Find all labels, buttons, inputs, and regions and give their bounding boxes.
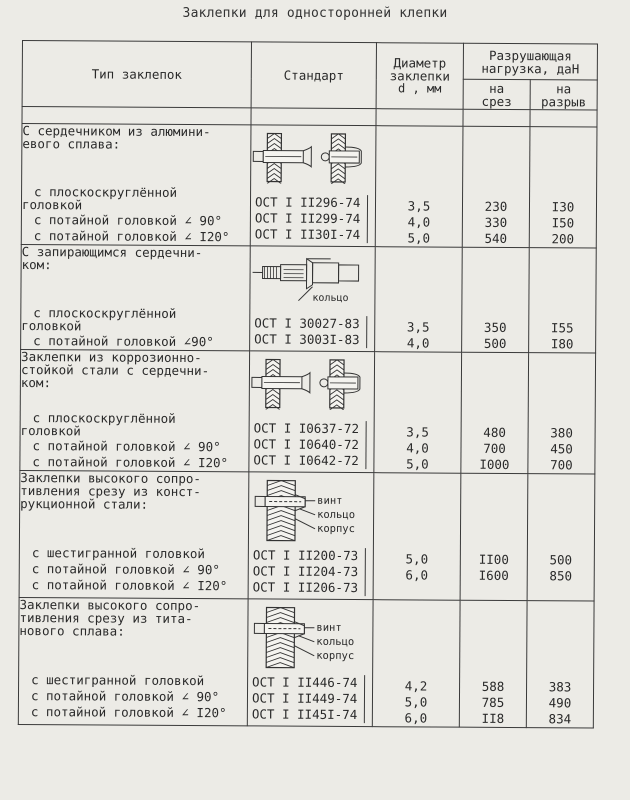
standard-code: ОСТ I 30027-83 (254, 315, 360, 332)
rivet-type-label: с потайной головкой ∠ 90° (30, 688, 220, 705)
tension-value: 450 (550, 441, 573, 457)
rivet-type-continuation: головкой (21, 318, 82, 334)
standard-code: ОСТ I II204-73 (252, 563, 359, 580)
tension-value (528, 584, 594, 600)
tension-value: I50 (551, 215, 575, 231)
shear-value: 350 (483, 319, 507, 335)
diameter-value (374, 583, 460, 600)
section-tension-cell (528, 353, 596, 474)
tension-value: 850 (549, 568, 573, 584)
shear-value: II8 (481, 710, 505, 726)
standard-code: ОСТ I II206-73 (252, 579, 359, 596)
svg-text:корпус: корпус (316, 522, 355, 536)
shear-value: 540 (484, 230, 508, 246)
section-diameter-cell (375, 126, 463, 248)
section-row (21, 244, 597, 353)
section-type-cell (18, 597, 248, 725)
shear-value: 330 (484, 214, 508, 230)
shear-value: 230 (484, 198, 508, 214)
diameter-value: 3,5 (406, 319, 430, 335)
diameter-value: 4,2 (404, 678, 428, 694)
standard-code: ОСТ I I0642-72 (253, 452, 359, 469)
rivet-type-label: с потайной головкой ∠ 90° (31, 561, 220, 578)
svg-text:кольцо: кольцо (316, 635, 355, 649)
section-diameter-cell (374, 352, 462, 474)
section-type-cell (21, 124, 251, 246)
section-diameter-cell (372, 600, 460, 728)
standard-code: ОСТ I II30I-74 (254, 226, 361, 243)
rivet-type-label: с шестигранной головкой (31, 672, 205, 689)
tension-value: 383 (548, 679, 572, 695)
tension-value: I55 (550, 320, 574, 336)
rivet-type-label: с потайной головкой ∠ I20° (31, 577, 228, 594)
standard-list (249, 547, 366, 596)
svg-text:корпус: корпус (316, 649, 355, 663)
section-shear-cell (459, 600, 527, 727)
header-standard: Стандарт (251, 42, 376, 109)
section-row (19, 470, 595, 601)
standard-code: ОСТ I II446-74 (252, 674, 358, 691)
tension-value: 200 (551, 231, 575, 247)
section-heading: Заклепки высокого сопро- тивления срезу из конст- рукционной стали: (20, 469, 201, 512)
standard-list (251, 194, 368, 243)
rivet-type-label: с потайной головкой ∠90° (33, 333, 214, 350)
section-heading: С запирающимся сердечни- ком: (21, 244, 203, 273)
diameter-value: 6,0 (405, 567, 429, 583)
standard-code: ОСТ I I0637-72 (253, 420, 360, 437)
header-tension: на разрыв (530, 80, 597, 110)
rivet-type-label: с потайной головкой ∠ I20° (32, 454, 229, 471)
section-standard-cell (247, 599, 373, 727)
section-standard-cell (249, 351, 375, 473)
rivet-stainless-core-icon (250, 357, 374, 413)
section-diameter-cell (373, 473, 461, 601)
standard-code: ОСТ I 3003I-83 (254, 331, 360, 348)
standard-code: ОСТ I II299-74 (254, 210, 361, 227)
page-title: Заклепки для односторонней клепки (182, 6, 448, 21)
diameter-value: 4,0 (407, 214, 431, 230)
rivet-high-shear-titanium-icon (248, 605, 372, 675)
section-tension-cell (526, 601, 594, 728)
standard-code: ОСТ I II200-73 (252, 547, 359, 564)
diameter-value: 3,5 (407, 198, 431, 214)
standard-code: ОСТ I II45I-74 (251, 706, 358, 723)
shear-value: I000 (479, 456, 510, 472)
shear-value: II00 (478, 551, 509, 567)
shear-value (461, 584, 527, 600)
rivet-type-continuation: головкой (20, 422, 81, 439)
section-heading: Заклепки высокого сопро- тивления срезу из тита- нового сплава: (19, 596, 201, 639)
diameter-value: 5,0 (406, 456, 429, 472)
shear-value: 785 (481, 694, 505, 710)
rivet-locking-core-icon (250, 252, 374, 308)
tension-value: 700 (550, 457, 573, 473)
diameter-value: 5,0 (405, 551, 429, 567)
section-heading: Заклепки из коррозионно- стойкой стали с сердечни- ком: (20, 349, 210, 391)
rivet-table (18, 40, 598, 729)
standard-code: ОСТ I II449-74 (251, 690, 358, 707)
tension-value: 834 (548, 711, 572, 727)
section-row (21, 124, 597, 249)
section-heading: С сердечником из алюмини- евого сплава: (22, 123, 211, 152)
svg-text:кольцо: кольцо (312, 292, 349, 304)
section-standard-cell (250, 246, 376, 352)
tension-value: 490 (548, 695, 572, 711)
section-row (20, 349, 596, 474)
diameter-value: 4,0 (406, 440, 429, 456)
rivet-type-label: с потайной головкой ∠ 90° (32, 438, 221, 455)
rivet-type-label: с потайной головкой ∠ 90° (33, 212, 223, 229)
diameter-value: 5,0 (407, 230, 431, 246)
section-tension-cell (529, 127, 597, 248)
section-tension-cell (527, 474, 595, 601)
section-type-cell (21, 244, 251, 350)
shear-value: 500 (483, 335, 507, 351)
svg-text:винт: винт (317, 494, 343, 507)
rivet-type-label: с потайной головкой ∠ I20° (30, 704, 227, 721)
section-shear-cell (462, 247, 530, 352)
diameter-value: 6,0 (404, 710, 428, 726)
rivet-type-label: с плоскоскруглённой (32, 410, 176, 426)
tension-value: 500 (549, 552, 573, 568)
header-diameter: Диаметр заклепки d , мм (376, 43, 463, 110)
rivet-type-label: с плоскоскруглённой (34, 184, 178, 200)
rivet-high-shear-steel-icon (249, 478, 373, 548)
shear-value: I600 (478, 567, 509, 583)
shear-value: 588 (481, 678, 505, 694)
rivet-type-label: с плоскоскруглённой (33, 305, 177, 321)
header-load: Разрушающая нагрузка, даН (463, 43, 597, 80)
section-shear-cell (461, 352, 529, 473)
diameter-value: 4,0 (406, 335, 430, 351)
diameter-value: 3,5 (406, 424, 429, 440)
rivet-aluminium-core-icon (251, 131, 375, 187)
section-type-cell (19, 470, 249, 598)
svg-text:винт: винт (316, 621, 342, 634)
tension-value: I80 (550, 336, 574, 352)
rivet-type-label: с шестигранной головкой (31, 545, 206, 562)
section-standard-cell (250, 125, 376, 247)
section-tension-cell (529, 248, 597, 353)
standard-list (249, 420, 366, 469)
rivet-type-label: с потайной головкой ∠ I20° (33, 228, 230, 245)
section-standard-cell (248, 472, 374, 600)
shear-value: 480 (483, 424, 506, 440)
tension-value: I30 (551, 199, 575, 215)
rivet-type-continuation: головкой (21, 197, 83, 213)
standard-code: ОСТ I I0640-72 (253, 436, 359, 453)
standard-code: ОСТ I II296-74 (254, 194, 361, 211)
section-type-cell (20, 349, 250, 471)
diameter-value: 5,0 (404, 694, 428, 710)
section-shear-cell (462, 126, 530, 247)
standard-list (248, 674, 365, 723)
section-row (18, 597, 594, 728)
shear-value: 700 (483, 440, 506, 456)
section-shear-cell (460, 473, 528, 600)
section-diameter-cell (375, 247, 463, 353)
header-type: Тип заклепок (22, 41, 251, 108)
standard-list (250, 315, 367, 348)
header-shear: на срез (463, 79, 530, 109)
svg-text:кольцо: кольцо (317, 508, 356, 522)
tension-value: 380 (550, 425, 573, 441)
